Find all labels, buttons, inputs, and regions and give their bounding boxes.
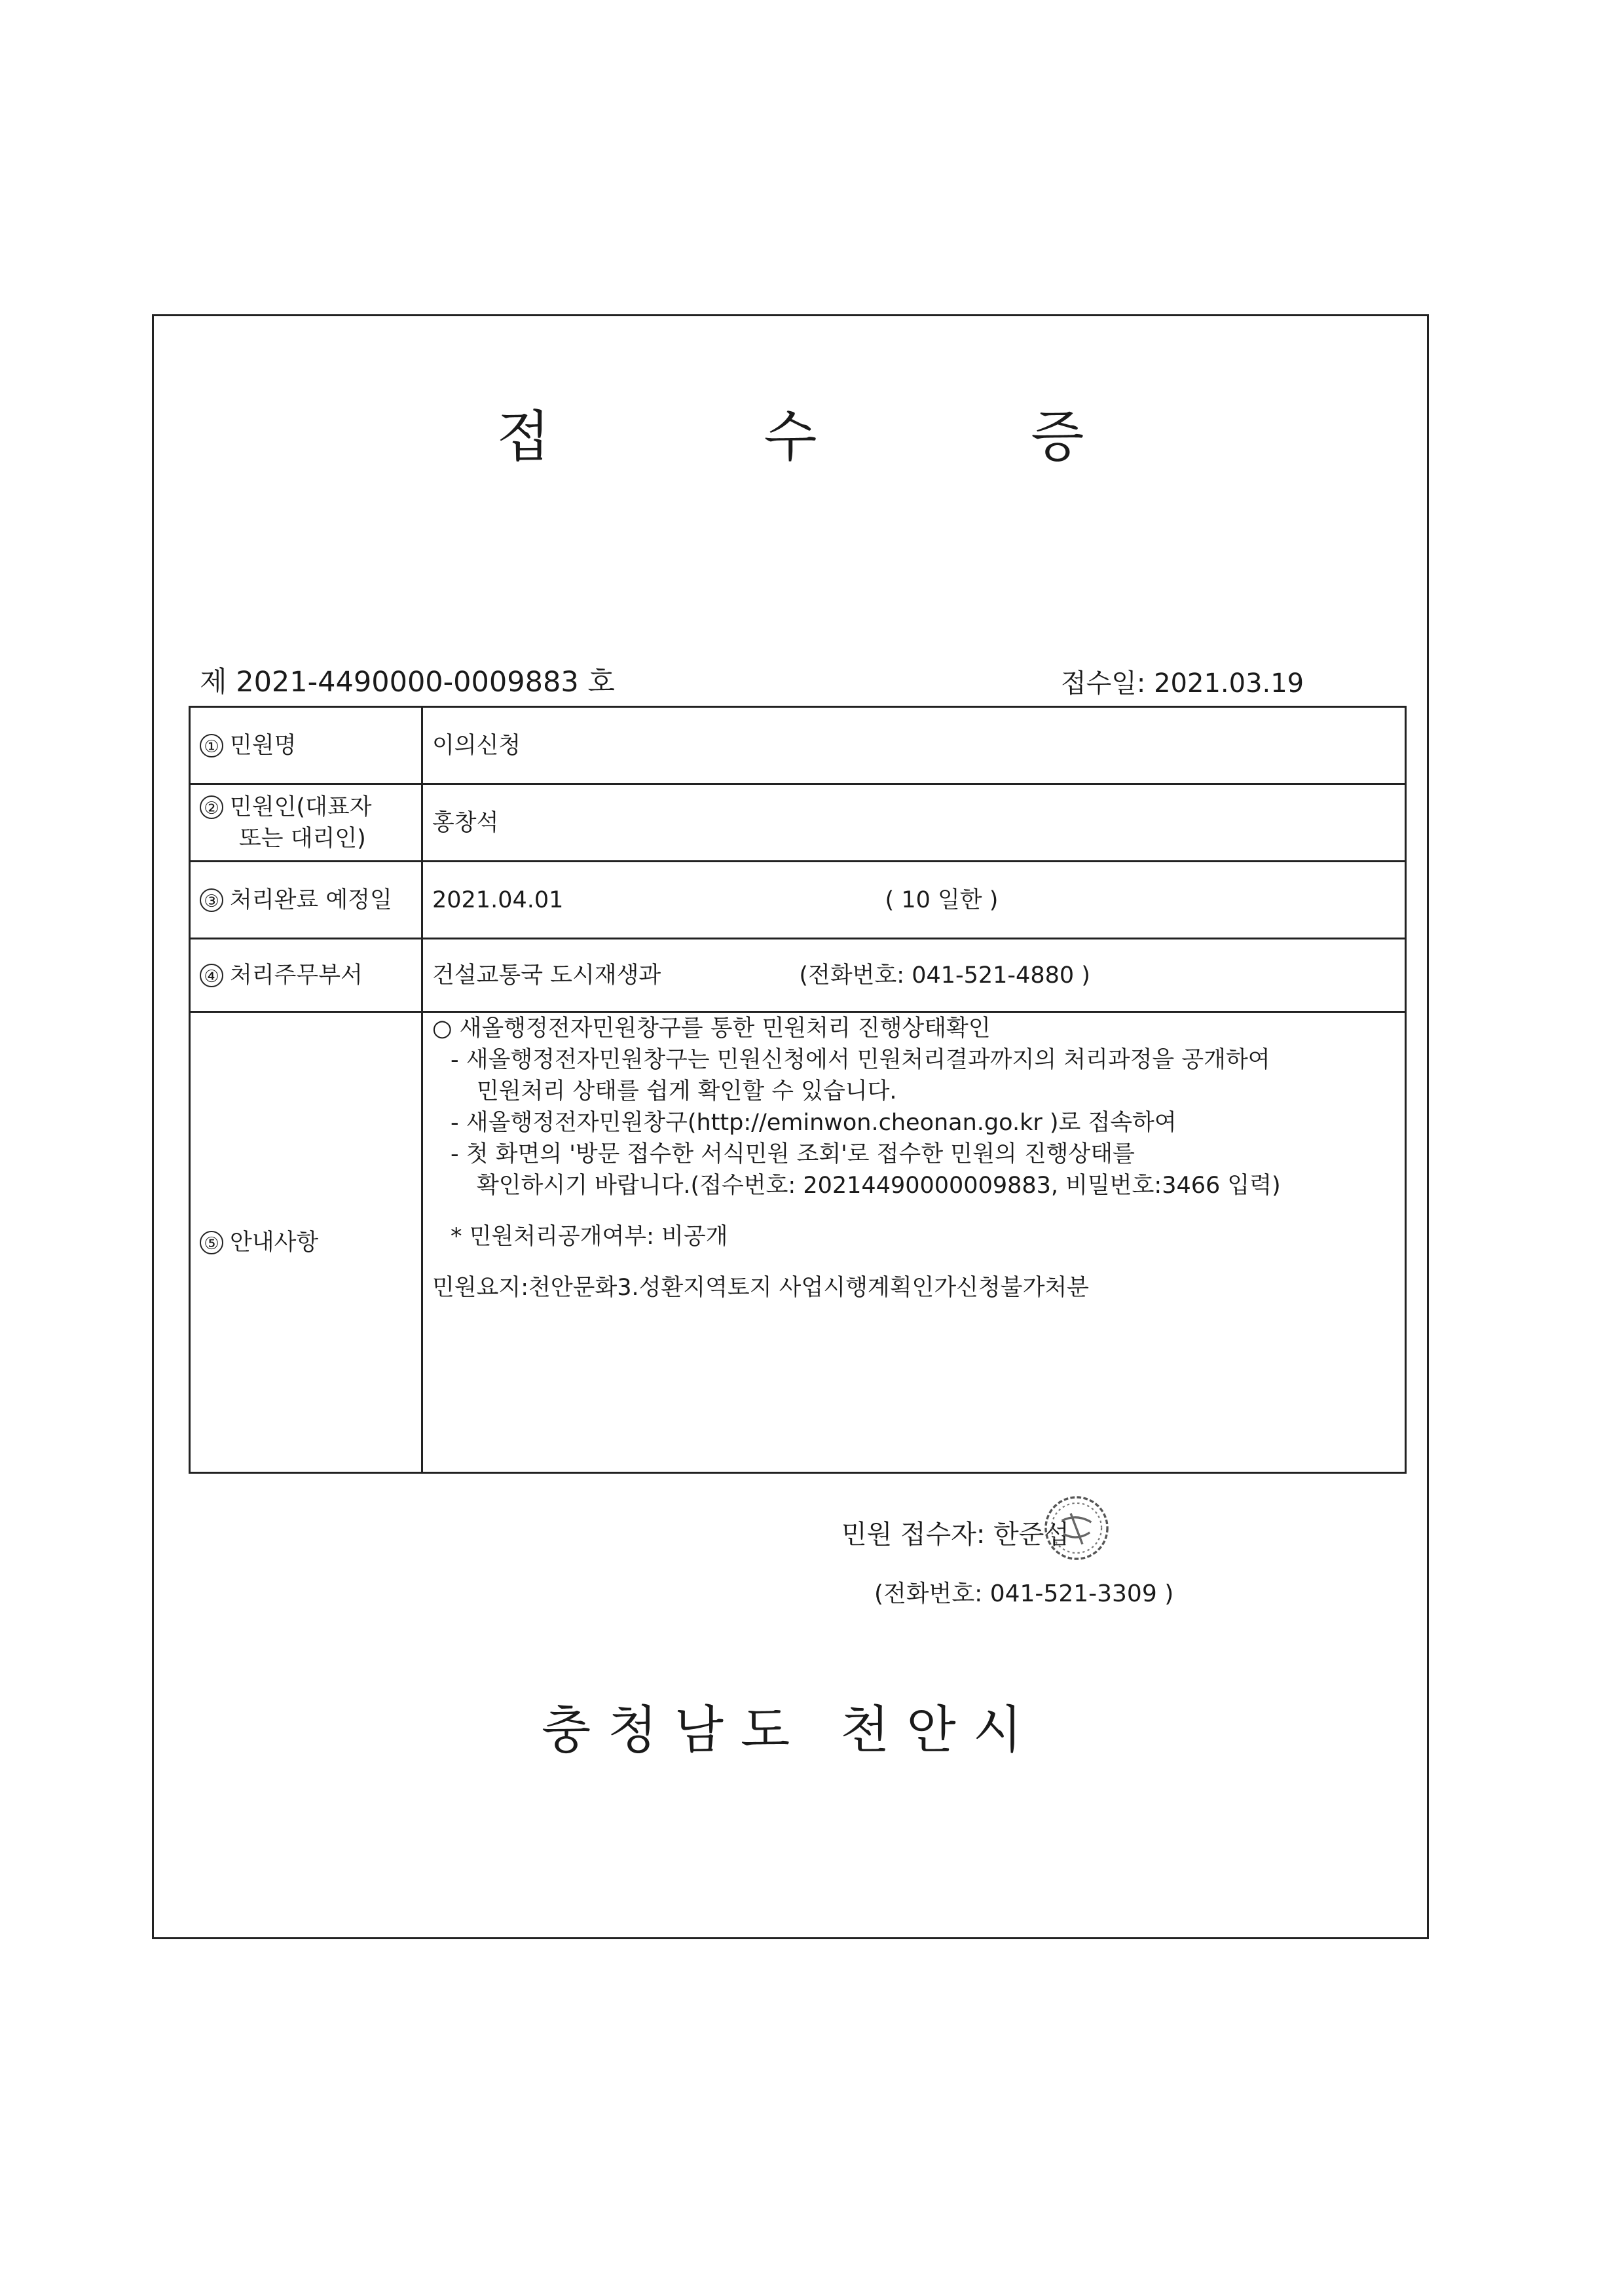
staff-name: 한준섭 (993, 1520, 1070, 1550)
row-department (190, 939, 1406, 1012)
receiving-staff (841, 1514, 1069, 1551)
guidance-line: 민원처리 상태를 쉽게 확인할 수 있습니다. (477, 1078, 897, 1104)
circled-number: ⑤ (200, 1231, 223, 1254)
receipt-date: 접수일: 2021.03.19 (1061, 668, 1304, 699)
circled-number: ③ (200, 888, 223, 912)
processing-days-note: ( 10 일한 ) (885, 886, 999, 913)
value-department: 건설교통국 도시재생과 (432, 962, 661, 989)
label-department: 처리주무부서 (230, 962, 363, 989)
guidance-line: - 새올행정전자민원창구는 민원신청에서 민원처리결과까지의 처리과정을 공개하여 (451, 1047, 1270, 1073)
document-title: 접 수 증 (496, 405, 1183, 469)
guidance-line: 확인하시기 바랍니다.(접수번호: 20214490000009883, 비밀번호:3466 입력) (477, 1173, 1281, 1199)
row-petition-name (190, 707, 1406, 784)
circled-number: ① (200, 734, 223, 757)
row-guidance (190, 1012, 1406, 1473)
circled-number: ② (200, 795, 223, 819)
receipt-number: 제 2021-4490000-0009883 호 (200, 666, 615, 699)
staff-label: 민원 접수자: (841, 1520, 986, 1550)
petition-summary: 민원요지:천안문화3.성환지역토지 사업시행계획인가신청불가처분 (432, 1275, 1089, 1301)
value-due-date: 2021.04.01 (432, 886, 564, 913)
value-petitioner: 홍창석 (422, 784, 1406, 862)
label-petitioner-line1: 민원인(대표자 (230, 794, 372, 820)
circled-number: ④ (200, 964, 223, 987)
label-guidance: 안내사항 (230, 1230, 319, 1256)
guidance-content (422, 1012, 1406, 1473)
label-due-date: 처리완료 예정일 (230, 887, 392, 913)
receipt-table (189, 706, 1407, 1474)
issuing-authority: 충청남도 천안시 (541, 1701, 1040, 1760)
guidance-line: - 새올행정전자민원창구(http://eminwon.cheonan.go.kr )로 접속하여 (451, 1110, 1177, 1136)
disclosure-status: * 민원처리공개여부: 비공개 (451, 1224, 728, 1250)
value-petition-name: 이의신청 (422, 707, 1406, 784)
official-seal-stamp (1040, 1491, 1113, 1565)
department-phone: (전화번호: 041-521-4880 ) (799, 962, 1090, 989)
label-petition-name: 민원명 (230, 733, 297, 759)
guidance-line: ○ 새올행정전자민원창구를 통한 민원처리 진행상태확인 (432, 1015, 991, 1042)
row-due-date (190, 862, 1406, 939)
staff-phone: (전화번호: 041-521-3309 ) (874, 1580, 1174, 1607)
row-petitioner (190, 784, 1406, 862)
guidance-line: - 첫 화면의 '방문 접수한 서식민원 조회'로 접수한 민원의 진행상태를 (451, 1141, 1135, 1167)
label-petitioner-line2: 또는 대리인) (239, 826, 366, 852)
